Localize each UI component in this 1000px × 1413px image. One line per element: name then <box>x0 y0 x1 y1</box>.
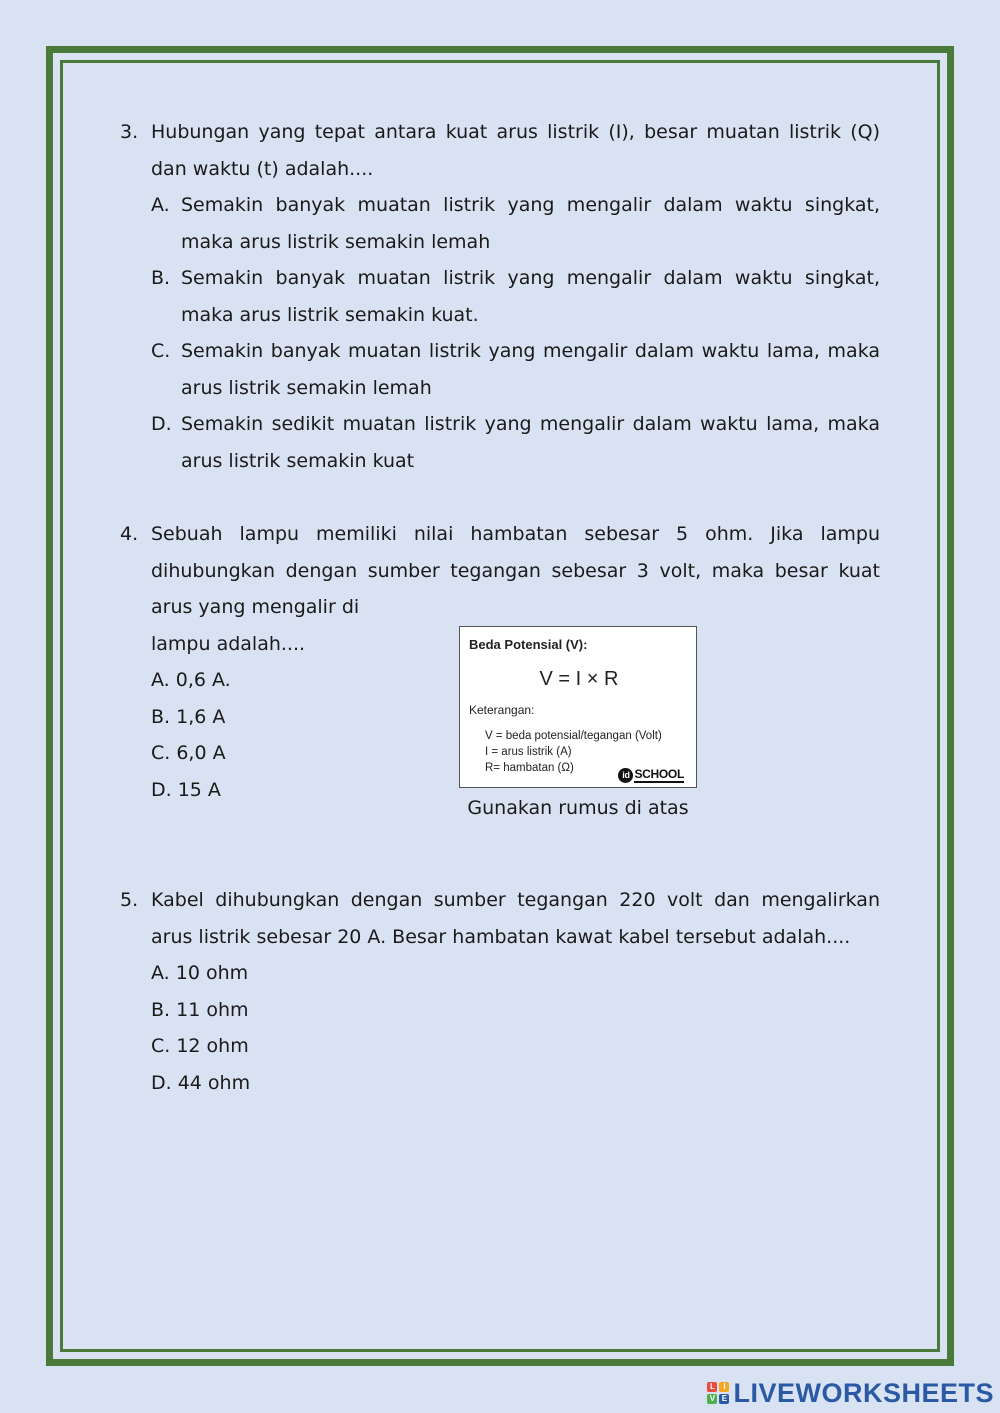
logo-letter: I <box>719 1382 729 1392</box>
idschool-logo <box>618 766 684 782</box>
question-number: 4. <box>120 523 139 545</box>
formula-legend-label: Keterangan: <box>469 702 535 717</box>
option-letter: B. <box>151 267 171 289</box>
option-a[interactable]: A. 10 ohm <box>151 962 249 984</box>
option-d[interactable]: D. 44 ohm <box>151 1071 251 1094</box>
logo-letter: E <box>719 1394 729 1404</box>
question-text-tail: lampu adalah.... <box>151 632 306 655</box>
question-text: Hubungan yang tepat antara kuat arus listrik (I), besar muatan listrik (Q) dan waktu (t) adalah.... <box>151 121 880 180</box>
question-number: 5. <box>120 889 139 911</box>
formula-image <box>459 626 697 788</box>
option-text: Semakin banyak muatan listrik yang mengalir dalam waktu lama, maka arus listrik semakin lemah <box>181 340 880 399</box>
option-b[interactable]: B. 1,6 A <box>151 705 226 728</box>
spacer <box>120 846 880 882</box>
option-letter: D. <box>151 413 172 435</box>
liveworksheets-logo <box>707 1377 994 1409</box>
option-text: Semakin banyak muatan listrik yang mengalir dalam waktu singkat, maka arus listrik semakin lemah <box>181 194 880 253</box>
option-letter: C. <box>151 340 171 362</box>
formula-equation: V = I × R <box>539 667 619 690</box>
question-number: 3. <box>120 121 139 143</box>
question-3 <box>120 114 880 479</box>
option-letter: A. <box>151 194 170 216</box>
formula-title: Beda Potensial (V): <box>469 636 588 652</box>
option-a[interactable]: A. 0,6 A. <box>151 669 231 691</box>
option-d[interactable] <box>151 406 880 479</box>
option-c[interactable]: C. 6,0 A <box>151 742 226 764</box>
worksheet-content <box>120 114 880 1101</box>
option-b[interactable]: B. 11 ohm <box>151 998 249 1021</box>
option-list <box>151 955 880 1101</box>
formula-def-i: I = arus listrik (A) <box>485 745 572 758</box>
logo-letter: L <box>707 1382 717 1392</box>
option-c[interactable]: C. 12 ohm <box>151 1035 249 1057</box>
option-d[interactable]: D. 15 A <box>151 778 221 801</box>
question-5 <box>120 882 880 1101</box>
spacer <box>120 479 880 516</box>
question-4 <box>120 516 880 819</box>
logo-badge: id <box>618 768 633 783</box>
logo-wordmark: LIVEWORKSHEETS <box>733 1377 994 1408</box>
option-b[interactable] <box>151 260 880 333</box>
option-a[interactable] <box>151 187 880 260</box>
question-text: Sebuah lampu memiliki nilai hambatan sebesar 5 ohm. Jika lampu dihubungkan dengan sumber tegangan sebesar 3 volt, maka besar kuat arus yang mengalir di <box>151 523 880 618</box>
logo-grid-icon <box>707 1382 729 1404</box>
logo-text: SCHOOL <box>634 767 684 782</box>
formula-def-v: V = beda potensial/tegangan (Volt) <box>485 729 662 742</box>
question-text: Kabel dihubungkan dengan sumber tegangan 220 volt dan mengalirkan arus listrik sebesar 20 A. Besar hambatan kawat kabel tersebut adalah.... <box>151 889 880 948</box>
option-list <box>151 187 880 479</box>
option-text: Semakin sedikit muatan listrik yang mengalir dalam waktu lama, maka arus listrik semakin kuat <box>181 413 880 472</box>
option-text: Semakin banyak muatan listrik yang mengalir dalam waktu singkat, maka arus listrik semakin kuat. <box>181 267 880 326</box>
formula-def-r: R= hambatan (Ω) <box>485 761 574 774</box>
option-c[interactable] <box>151 333 880 406</box>
formula-caption: Gunakan rumus di atas <box>467 796 689 819</box>
logo-letter: V <box>707 1394 717 1404</box>
question-4-body <box>151 626 880 819</box>
